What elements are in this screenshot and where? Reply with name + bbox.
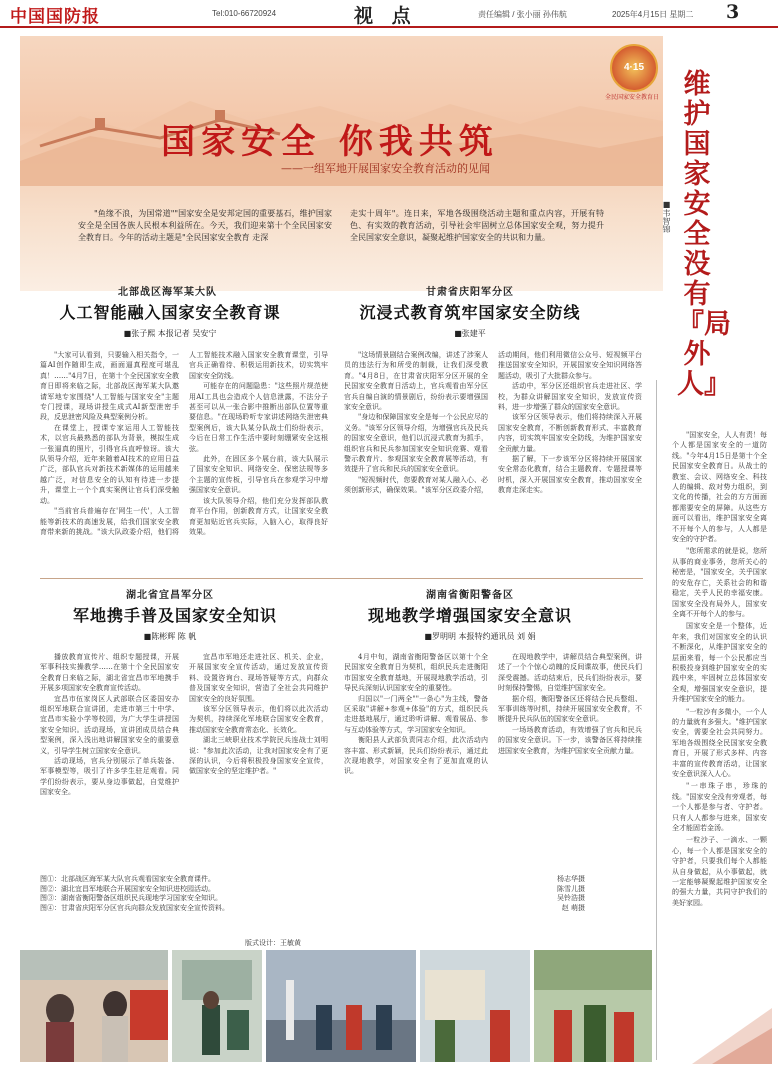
photo-strip: [20, 950, 652, 1062]
paragraph: 该军分区领导表示，他们将持续深入开展国家安全教育，不断创新教育形式、丰富教育内容，切实筑牢国家安全防线，为维护国家安全贡献力量。: [498, 413, 642, 453]
paragraph: 该军分区领导表示，他们将以此次活动为契机，持续深化军地联合国家安全教育，推动国家安全教育常态化、长效化。: [189, 705, 328, 734]
article-title: 人工智能融入国家安全教育课: [59, 303, 281, 322]
caption-credit: 吴铃浩摄: [557, 894, 585, 903]
article-body: [344, 350, 642, 570]
badge-number: 4·15: [623, 62, 644, 73]
paragraph: 活动现场，官兵分别展示了单兵装备、军事模型等，吸引了许多学生驻足观看。同学们纷纷表示，要从身边事做起，自觉维护国家安全。: [40, 757, 179, 797]
article-byline: ■陈彬辉 陈 帆: [143, 632, 197, 641]
banner: [20, 36, 663, 291]
banner-subtitle: ——一组军地开展国家安全教育活动的见闻: [281, 162, 490, 175]
photo-3: [266, 950, 416, 1062]
lead-left: "鱼缘不浪，为国常道""国家安全是安邦定国的重要基石，维护国家安全是全国各族人民根本利益所在。今天，我们迎来第十个全民国家安全教育日。今年的活动主题是"全民国家安全教育 走深: [78, 209, 332, 242]
photo-captions: [40, 875, 585, 913]
paragraph: 归国以"一门两全""一条心"为主线，警备区采取"讲解+参观+体验"的方式，组织民兵走进基地展厅，通过聆听讲解、观看展品、参与互动体验等方式，学习国家安全知识。: [344, 694, 488, 734]
paragraph: 活动中，军分区还组织官兵走进社区、学校，为群众讲解国家安全知识，发放宣传资料，进一步增强了群众的国家安全意识。: [498, 382, 642, 412]
side-column-body: [672, 430, 767, 910]
paragraph: 宜昌市军地还走进社区、机关、企业，开展国家安全宣传活动，通过发放宣传资料、设置咨询台、现场答疑等方式，向群众普及国家安全知识，营造了全社会共同维护国家安全的良好氛围。: [189, 653, 328, 703]
caption-line: [40, 875, 585, 885]
section-divider: [40, 578, 643, 579]
article-unit: 甘肃省庆阳军分区: [426, 287, 514, 298]
article-body: [344, 652, 642, 867]
paragraph: 可能存在的问题隐患："这些照片规范使用AI工具也会造成个人信息泄露，不法分子甚至可以从一张合影中推断出部队位置等重要信息。"在现场聆听专家讲述网络失泄密典型案例后，该大队某分队战士们纷纷表示，今后在日常工作生活中要时刻绷紧安全这根弦。: [189, 382, 328, 453]
paragraph: "一粒沙有多微小，一个人的力量就有多强大。"维护国家安全，需要全社会共同努力。军地各级围绕全民国家安全教育日，开展了形式多样、内容丰富的宣传教育活动，让国家安全意识深入人心。: [672, 707, 767, 778]
paragraph: 据了解，下一步该军分区将持续开展国家安全常态化教育，结合主题教育、专题授课等时机，深入开展国家安全教育，推动国家安全教育走深走实。: [498, 455, 642, 495]
caption-text: 图①：北部战区海军某大队官兵观看国家安全教育课件。: [40, 875, 215, 883]
paragraph: 宜昌市伍家岗区人武部联合区委国安办组织军地联合宣讲团，走进市第三十中学、宜昌市实验小学等校园，为广大学生讲授国家安全知识。活动现场，宣讲团成员结合典型案例，深入浅出地讲解国家安全的重要意义，引导学生树立国家安全意识。: [40, 694, 179, 755]
issue-date: 2025年4月15日 星期二: [612, 10, 694, 19]
paragraph: 一粒沙子、一滴水、一颗心，每一个人都是国家安全的守护者，只要我们每个人都能从自身做起，从小事做起，就一定能够凝聚起维护国家安全的强大力量，共同守护我们的美好家园。: [672, 836, 767, 907]
paragraph: 该大队领导介绍，他们充分发挥部队教育平台作用，创新教育方式，让国家安全教育更加贴近官兵实际，入脑入心，取得良好效果。: [189, 496, 328, 536]
paragraph: "大家可认看到，只要输入相关指令，一篇AI创作随即生成，画面逼真程度可堪乱真！……"4月7日，在第十个全民国家安全教育日即将来临之际，北部战区海军某大队邀请军地专家围绕"人工智能与国家安全"主题专门授课，现场讲授生成式AI新型泄密手段，反思泄密风险及典型案例分析。: [40, 351, 179, 422]
paragraph: 国家安全是一个整体，近年来，我们对国家安全的认识不断深化，从维护国家安全的层面来看，每一个公民都应当积极投身到维护国家安全的实践中来，牢固树立总体国家安全观，增强国家安全意识，提升维护国家安全的能力。: [672, 622, 767, 704]
article-byline: ■张建平: [454, 329, 486, 338]
paragraph: "国家安全，人人有责！每个人都是国家安全的一道防线。"今年4月15日是第十个全民国家安全教育日。从战士的教室、会议、网络安全、科技人的编辑、敌对势力组织，到文化的传播，社会的方方面面都需要安全的屏障。从这些方面可以看出，维护国家安全离不开每个人的参与，人人都是安全的守护者。: [672, 431, 767, 544]
paragraph: 湖北三峡职业技术学院民兵连战士刘明说："参加此次活动，让我对国家安全有了更深的认识，今后将积极投身国家安全宣传，做国家安全的坚定维护者。": [189, 736, 328, 776]
badge-caption: 全民国家安全教育日: [604, 95, 659, 101]
article-title: 沉浸式教育筑牢国家安全防线: [359, 303, 581, 322]
article-unit: 北部战区海军某大队: [118, 287, 217, 298]
paragraph: 播放教育宣传片、组织专题授课，开展军事科技实操教学……在第十个全民国家安全教育日来临之际，湖北省宜昌市军地携手开展多项国家安全教育宣传活动。: [40, 653, 179, 693]
paragraph: "您所需求的就是说，您所从事的商业事务，您所关心的秘密是，"国家安全，关乎国家的安危存亡，关系社会的和谐稳定，关乎人民的幸福安康。国家安全没有局外人，国家安全离不开每个人的参与。: [672, 547, 767, 618]
anniversary-badge: [610, 44, 658, 92]
paragraph: 在现地教学中，讲解员结合典型案例，讲述了一个个惊心动魄的反间谍故事，使民兵们深受震撼。活动结束后，民兵们纷纷表示，要时刻保持警惕，自觉维护国家安全。: [498, 653, 642, 693]
article-byline: ■张子熙 本报记者 吴安宁: [123, 329, 217, 338]
column-divider: [656, 380, 657, 1060]
paragraph: 衡阳县人武部负责同志介绍，此次活动内容丰富、形式新颖，民兵们纷纷表示，通过此次现地教学，对国家安全有了更加直观的认识。: [344, 736, 488, 776]
paragraph: "身边和保障国家安全是每一个公民应尽的义务。"该军分区领导介绍，为增强官兵及民兵的国家安全意识，他们以沉浸式教育为抓手，组织官兵和民兵参加国家安全知识竞赛、观看警示教育片、参观国家安全教育展等活动，有效提升了官兵和民兵的国家安全意识。: [344, 413, 488, 474]
article-body: [40, 350, 328, 570]
article-title: 现地教学增强国家安全意识: [367, 606, 572, 625]
caption-credit: 陈雪儿摄: [557, 884, 585, 893]
paragraph: 在课堂上，授课专家运用人工智能技术，以官兵最熟悉的部队为背景，模拟生成一张逼真的照片，引得官兵直呼惊讶。该大队领导介绍，近年来随着AI技术的应用日益广泛，部队官兵对新技术新媒体的运用越来越广泛，对信息安全的认知有待进一步提升，课堂上一个个真实案例让官兵们深受触动。: [40, 423, 179, 505]
paragraph: 4月中旬，湖南省衡阳警备区以第十个全民国家安全教育日为契机，组织民兵走进衡阳市国家安全教育基地，开展现地教学活动，引导民兵深刻认识国家安全的重要性。: [344, 653, 488, 693]
paragraph: "短视频时代，您要教育对某人融入心、必须创新形式，确保效果。"该军分区政委介绍，活动期间，他们利用微信公众号、短视频平台推送国家安全知识，开展国家安全知识网络答题活动，吸引了大批群众参与。: [344, 351, 642, 495]
photo-2: [172, 950, 262, 1062]
side-column-author: ■韦智锦: [662, 200, 671, 233]
caption-text: 图②：湖北宜昌军地联合开展国家安全知识进校园活动。: [40, 884, 215, 893]
article-body: [40, 652, 328, 867]
caption-line: [40, 885, 585, 895]
caption-text: 图④：甘肃省庆阳军分区官兵向群众发放国家安全宣传资料。: [40, 903, 229, 912]
caption-credit: 赵 萌摄: [561, 903, 585, 912]
banner-title: 国家安全 你我共筑: [161, 122, 499, 162]
responsible-editors: 责任编辑 / 张小丽 孙伟航: [478, 10, 567, 19]
photo-5: [534, 950, 652, 1062]
caption-line: [40, 894, 585, 904]
article-unit: 湖北省宜昌军分区: [126, 590, 214, 601]
corner-decoration: [692, 988, 772, 1064]
telephone: Tel:010-66720924: [212, 9, 277, 18]
photo-1: [20, 950, 168, 1062]
paragraph: 据介绍，衡阳警备区还将结合民兵整组、军事训练等时机，持续开展国家安全教育，不断提升民兵队伍的国家安全意识。: [498, 694, 642, 724]
paragraph: 一场场教育活动，有效增强了官兵和民兵的国家安全意识。下一步，该警备区将持续推进国家安全教育，为维护国家安全贡献力量。: [498, 725, 642, 755]
paragraph: 此外，在固区多个展台前，该大队展示了国家安全知识、网络安全、保密法规等多个主题的宣传板，引导官兵在参观学习中增强国家安全意识。: [189, 455, 328, 495]
section-name: 视 点: [354, 5, 417, 27]
lead-right: 走实十周年"。连日来，军地各级围绕活动主题和重点内容，开展有特色、有实效的教育活动，引导社会牢固树立总体国家安全观，努力提升全民国家安全意识，凝聚起维护国家安全的共识和力量。: [350, 209, 604, 242]
article-title: 军地携手普及国家安全知识: [72, 606, 277, 625]
photo-4: [420, 950, 530, 1062]
article-byline: ■罗明明 本报特约通讯员 刘 娟: [424, 632, 536, 641]
newspaper-logo: 中国国防报: [10, 7, 100, 27]
paragraph: "当前官兵普遍存在'网生一代'，人工智能等新技术的高速发展，给我们国家安全教育带来新的挑战。"该大队政委介绍，他们将人工智能技术融入国家安全教育课堂，引导官兵正确看待、积极运用新技术，切实筑牢国家安全防线。: [40, 351, 328, 536]
caption-line: [40, 904, 585, 914]
article-unit: 湖南省衡阳警备区: [426, 590, 514, 601]
page-number: 3: [726, 1, 740, 23]
caption-text: 图③：湖南省衡阳警备区组织民兵现地学习国家安全知识。: [40, 894, 222, 903]
side-column-title: 维护国家安全没有『局外人』: [677, 69, 731, 400]
caption-credit: 杨志华摄: [557, 875, 585, 883]
layout-designer: 版式设计：王敏黄: [245, 939, 301, 947]
paragraph: "这场情景剧结合案例改编，讲述了涉案人员的违法行为和所受的制裁，让我们深受教育。"4月8日，在甘肃省庆阳军分区开展的全民国家安全教育日活动上，官兵观看由军分区官兵自编自演的情景剧后，纷纷表示要增强国家安全意识。: [344, 351, 488, 412]
paragraph: "一串珠子串，珍珠的线。"国家安全没有旁观者，每一个人都是参与者、守护者。只有人人都参与进来，国家安全才能固若金汤。: [672, 782, 767, 833]
